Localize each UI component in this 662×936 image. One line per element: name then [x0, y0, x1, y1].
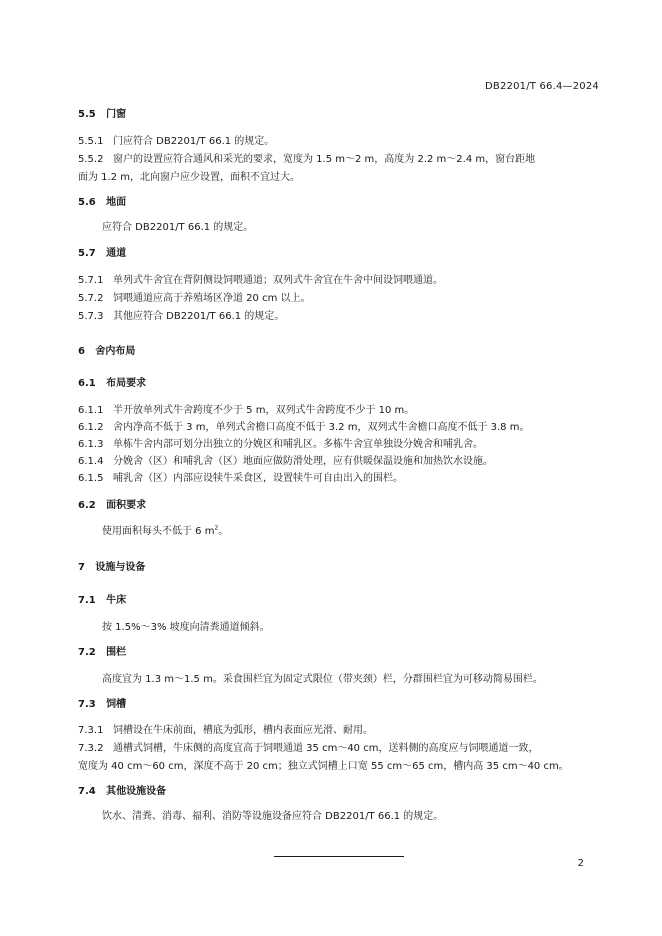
clause: 6.1.1 半开放单列式牛舍跨度不少于 5 m，双列式牛舍跨度不少于 10 m。 — [78, 405, 415, 416]
section-heading: 5.5 门窗 — [78, 109, 127, 120]
clause: 6.1.3 单栋牛舍内部可划分出独立的分娩区和哺乳区。多栋牛舍宜单独设分娩舍和哺乳舍。 — [78, 439, 483, 450]
chapter-heading: 6 舍内布局 — [78, 346, 136, 357]
section-heading: 7.3 饲槽 — [78, 699, 127, 710]
clause: 6.1.4 分娩舍（区）和哺乳舍（区）地面应做防滑处理，应有供暖保温设施和加热饮水设施。 — [78, 456, 493, 467]
clause: 5.5.1 门应符合 DB2201/T 66.1 的规定。 — [78, 136, 275, 147]
clause: 5.5.2 窗户的设置应符合通风和采光的要求，宽度为 1.5 m～2 m，高度为 2.2 m～2.4 m，窗台距地 — [78, 154, 536, 165]
page-number: 2 — [577, 858, 584, 869]
paragraph: 饮水、清粪、消毒、福利、消防等设施设备应符合 DB2201/T 66.1 的规定。 — [102, 811, 444, 822]
section-heading: 5.6 地面 — [78, 197, 127, 208]
paragraph: 使用面积每头不低于 6 $m^2$。 — [102, 524, 229, 537]
clause: 6.1.5 哺乳舍（区）内部应设犊牛采食区，设置犊牛可自由出入的围栏。 — [78, 473, 403, 484]
section-heading: 6.2 面积要求 — [78, 500, 147, 511]
paragraph: 按 1.5%～3% 坡度向清粪通道倾斜。 — [102, 622, 270, 633]
clause: 7.3.1 饲槽设在牛床前面，槽底为弧形，槽内表面应光滑、耐用。 — [78, 725, 373, 736]
paragraph: 高度宜为 1.3 m～1.5 m。采食围栏宜为固定式限位（带夹颈）栏，分群围栏宜为可移动简易围栏。 — [102, 674, 543, 685]
clause: 5.7.2 饲喂通道应高于养殖场区净道 20 cm 以上。 — [78, 293, 311, 304]
footer-rule — [274, 856, 404, 857]
chapter-heading: 7 设施与设备 — [78, 562, 146, 573]
clause-continuation: 宽度为 40 cm～60 cm，深度不高于 20 cm；独立式饲槽上口宽 55 cm～65 cm，槽内高 35 cm～40 cm。 — [78, 761, 569, 772]
standard-code: DB2201/T 66.4—2024 — [485, 81, 599, 92]
section-heading: 6.1 布局要求 — [78, 378, 147, 389]
section-heading: 7.2 围栏 — [78, 647, 127, 658]
clause-continuation: 面为 1.2 m，北向窗户应少设置，面积不宜过大。 — [78, 172, 301, 183]
paragraph: 应符合 DB2201/T 66.1 的规定。 — [102, 222, 254, 233]
clause: 5.7.1 单列式牛舍宜在背阴侧设饲喂通道；双列式牛舍宜在牛舍中间设饲喂通道。 — [78, 275, 443, 286]
clause: 6.1.2 舍内净高不低于 3 m，单列式舍檐口高度不低于 3.2 m，双列式牛舍檐口高度不低于 3.8 m。 — [78, 422, 530, 433]
clause: 5.7.3 其他应符合 DB2201/T 66.1 的规定。 — [78, 311, 285, 322]
clause: 7.3.2 通槽式饲槽，牛床侧的高度宜高于饲喂通道 35 cm～40 cm，送料侧的高度应与饲喂通道一致， — [78, 743, 539, 754]
section-heading: 7.1 牛床 — [78, 595, 127, 606]
section-heading: 5.7 通道 — [78, 248, 127, 259]
section-heading: 7.4 其他设施设备 — [78, 786, 167, 797]
